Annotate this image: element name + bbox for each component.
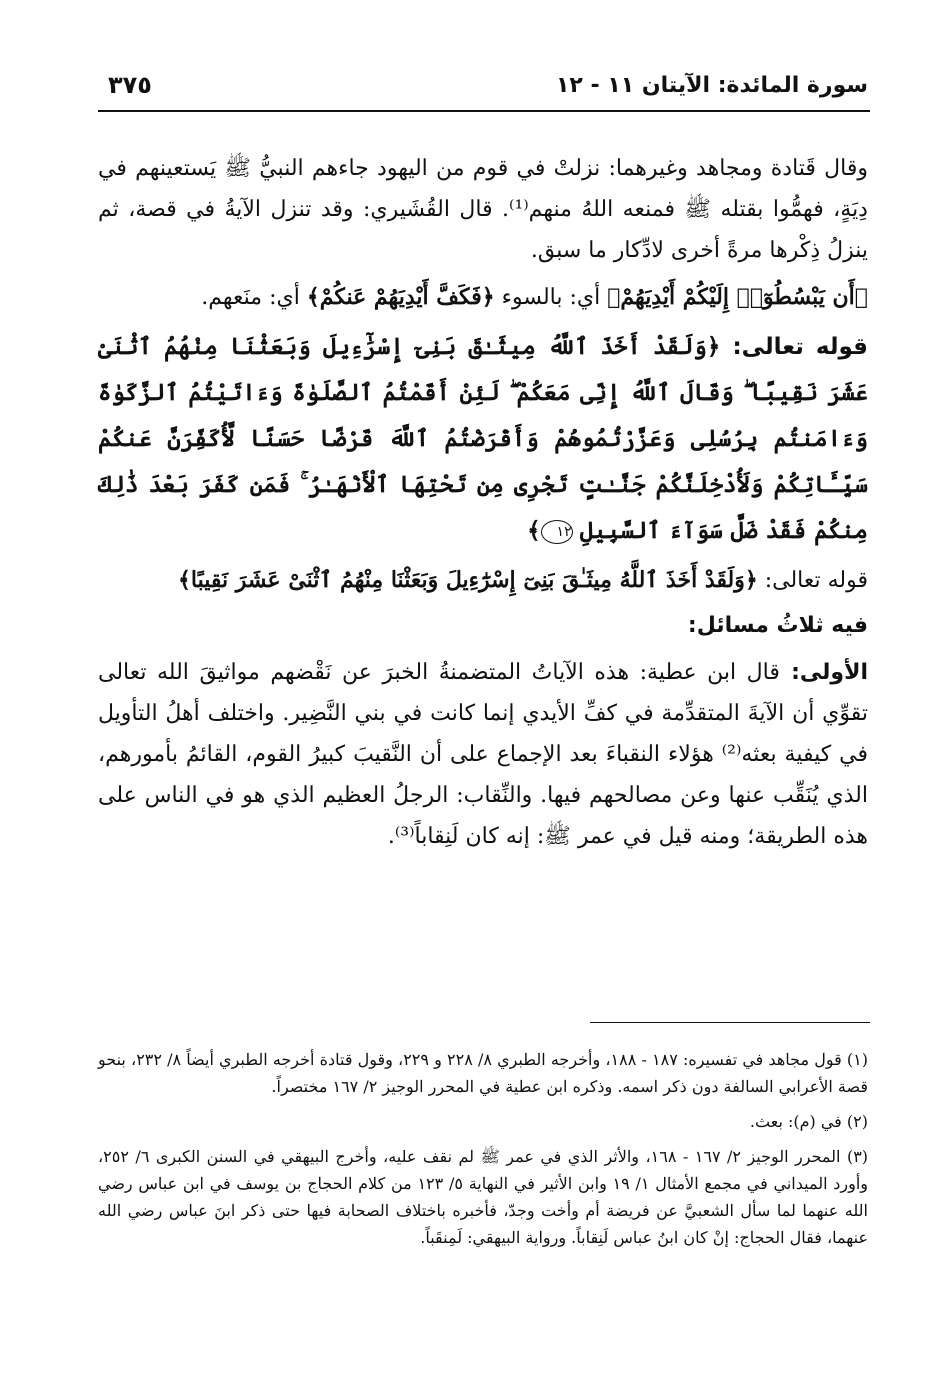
paragraph-qatada: وقال قَتادة ومجاهد وغيرهما: نزلتْ في قوم من اليهود جاءهم النبيُّ ﷺ يَستعينهم في دِيَةٍ، فهمُّوا بقتله ﷺ فمنعه اللهُ منهم⁽¹⁾. قال القُشَيري: وقد تنزل الآيةُ في قصة، ثم ينزلُ ذِكْرها مرةً أخرى لادِّكار ما سبق. xyxy=(98,156,868,263)
paragraph-verse-gloss xyxy=(98,277,868,318)
quran-verse: ﴿وَلَقَدْ أَخَذَ ٱللَّهُ مِيثَـٰقَ بَنِىٓ إِسْرَٰٓءِيلَ وَبَعَثْنَا مِنْهُمُ ٱثْنَىْ عَشَرَ نَقِيبًا ۖ وَقَالَ ٱللَّهُ إِنِّى مَعَكُمْ ۖ لَئِنْ أَقَمْتُمُ ٱلصَّلَوٰةَ وَءَاتَيْتُمُ ٱلزَّكَوٰةَ وَءَامَنتُم بِرُسُلِى وَعَزَّرْتُمُوهُمْ وَأَقْرَضْتُمُ ٱللَّهَ قَرْضًا حَسَنًا لَّأُكَفِّرَنَّ عَنكُمْ سَيِّـَٔاتِكُمْ وَلَأُدْخِلَنَّكُمْ جَنَّـٰتٍ تَجْرِى مِن تَحْتِهَا ٱلْأَنْهَـٰرُ ۚ فَمَن كَفَرَ بَعْدَ ذَٰلِكَ مِنكُمْ فَقَدْ ضَلَّ سَوَآءَ ٱلسَّبِيلِ xyxy=(98,333,868,544)
paragraph-first-issue xyxy=(98,652,868,857)
issue-lead: الأولى: xyxy=(779,660,868,685)
verse-lead: قوله تعالى: xyxy=(757,568,868,593)
running-header-title: سورة المائدة: الآيتان ١١ - ١٢ xyxy=(556,73,868,98)
quran-quote: ﴿أَن يَبْسُطُوٓا۟ إِلَيْكُمْ أَيْدِيَهُمْ﴾ xyxy=(607,284,868,310)
ayah-number-marker: ١٢ xyxy=(541,520,573,544)
gloss-text: أي: منَعهم. xyxy=(201,285,307,310)
main-text xyxy=(98,148,868,863)
header-rule xyxy=(98,110,870,112)
issue-text: قال ابن عطية: هذه الآياتُ المتضمنةُ الخبرَ عن نَقْضهم مواثيقَ الله تعالى تقوِّي أن الآيةَ المتقدِّمة في كفِّ الأيدي إنما كانت في بني النَّضِير. واختلف أهلُ التأويل في كيفية بعثه⁽²⁾ هؤلاء النقباءَ بعد الإجماع على أن النَّقيبَ كبيرُ القوم، القائمُ بأمورهم، الذي يُنَقِّب عنها وعن مصالحهم فيها. والنِّقاب: الرجلُ العظيم الذي هو في الناس على هذه الطريقة؛ ومنه قيل في عمر ﷺ: إنه كان لَنِقاباً⁽³⁾. xyxy=(98,660,868,849)
footnote-2: (٢) في (م): بعث. xyxy=(749,1112,868,1131)
paragraph-verse-repeat xyxy=(98,560,868,601)
footnotes xyxy=(98,1046,868,1259)
gloss-text: أي: بالسوء xyxy=(494,285,608,310)
quran-quote: ﴿وَلَقَدْ أَخَذَ ٱللَّهُ مِيثَـٰقَ بَنِىٓ إِسْرَٰٓءِيلَ وَبَعَثْنَا مِنْهُمُ ٱثْنَىْ عَشَرَ نَقِيبًا﴾ xyxy=(178,567,758,593)
footnote-1: (١) قول مجاهد في تفسيره: ١٨٧ - ١٨٨، وأخرجه الطبري ٨/ ٢٢٨ و ٢٢٩، وقول قتادة أخرجه الطبري أيضاً ٨/ ٢٣٢، بنحو قصة الأعرابي السالفة دون ذكر اسمه. وذكره ابن عطية في المحرر الوجيز ٢/ ١٦٧ مختصراً. xyxy=(98,1050,869,1096)
quran-quote: ﴿فَكَفَّ أَيْدِيَهُمْ عَنكُمْ﴾ xyxy=(306,284,495,310)
section-heading: فيه ثلاثُ مسائل: xyxy=(687,613,868,638)
page-number: ٣٧٥ xyxy=(108,71,152,99)
verse-block xyxy=(98,324,868,554)
verse-close-bracket: ﴾ xyxy=(527,517,541,544)
verse-lead: قوله تعالى: xyxy=(720,334,868,360)
footnote-rule xyxy=(590,1022,870,1023)
footnote-3: (٣) المحرر الوجيز ٢/ ١٦٧ - ١٦٨، والأثر الذي في عمر ﷺ لم نقف عليه، وأخرج البيهقي في السنن الكبرى ٦/ ٢٥٢، وأورد الميداني في مجمع الأمثال ١/ ١٩ وابن الأثير في النهاية ٥/ ١٢٣ من كلام الحجاج بن يوسف في ابن عباس رضي الله عنهما لما سأل الشعبيَّ عن فريضة أم وأخت وجدّ، فأخبره باختلاف الصحابة فيها حتى ذكر ابنَ عباس رضي الله عنهما، فقال الحجاج: إنْ كان ابنُ عباس لَنِقاباً. ورواية البيهقي: لَمِنقَباً. xyxy=(98,1147,869,1247)
